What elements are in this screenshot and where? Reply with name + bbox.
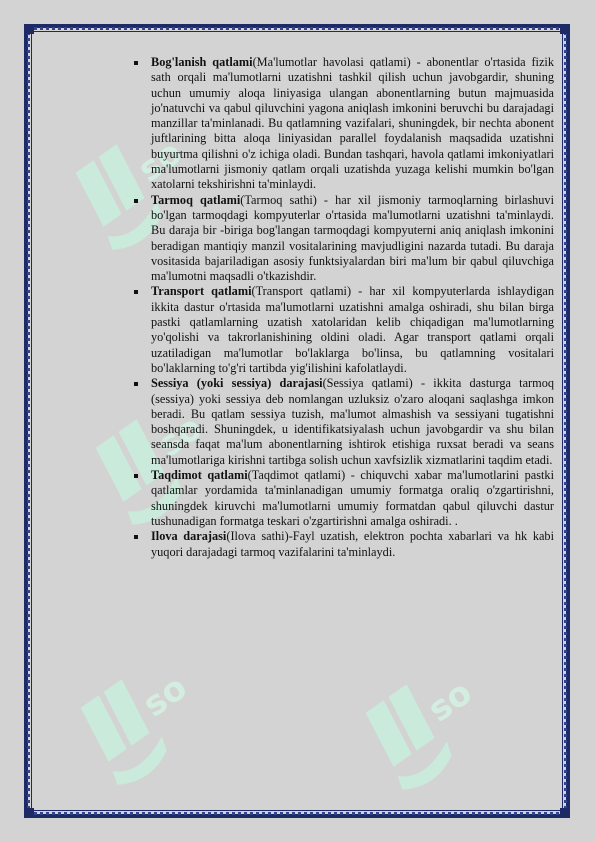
list-item [116,55,554,193]
list-item [116,376,554,468]
list-item-text: (Tarmoq sathi) - har xil jismoniy tarmoqlarning birlashuvi bo'lgan tarmoqdagi kompyuterlar o'rtasida ma'lumotlarni uzatishni ta'minlaydi. Bu daraja bir -biriga bog'langan tarmoqdagi kompyuterni aniq aniqlash imkonini beradigan mantiqiy manzil vositalarining mavjudligini nazarda tutadi. Bu daraja vositasida bajariladigan asosiy funktsiyalardan biri ma'lum bir qabul qiluvchiga ma'lumotni maqsadli o'tkazishdir. [151,192,554,284]
list-item-term: Transport qatlami [151,284,252,299]
svg-text:so: so [130,132,190,191]
border-corner-bottom-left [24,808,34,818]
watermark-logo-icon [360,660,500,810]
list-item-term: Tarmoq qatlami [151,192,241,207]
list-item [116,529,554,560]
list-item-term: Taqdimot qatlami [151,468,248,483]
document-body [116,55,554,560]
border-corner-top-left [24,24,34,34]
list-item [116,284,554,376]
list-item-text: (Transport qatlami) - har xil kompyuterlarda ishlaydigan ikkita dastur o'rtasida ma'lumotlarni uzatishni amalga oshiradi, shu bilan birga pastki qatlamlarning uzatish xatolaridan kelib chiqadigan ma'lumotlarning yo'qolishi va takrorlanishining oldini oladi. Agar transport qatlami orqali uzatiladigan ma'lumotlar bo'laklarga bo'linsa, bu qatlamning vositalari bo'laklarning to'g'ri tartibda yig'ilishini kafolatlaydi. [151,284,554,375]
list-item-text: (Ilova sathi)-Fayl uzatish, elektron pochta xabarlari va hk kabi yuqori darajadagi tarmoq vazifalarini ta'minlaydi. [151,529,554,559]
list-item [116,468,554,529]
list-item-term: Ilova darajasi [151,529,227,544]
list-item-text: (Sessiya qatlami) - ikkita dasturga tarmoq (sessiya) yoki sessiya deb nomlangan uzluksiz o'zaro aloqani saqlashga imkon beradi. Bu qatlam sessiya tuzish, ma'lumot almashish va sessiyani tugatishni boshqaradi. Shuningdek, u identifikatsiyalash uchun javobgardir va shu bilan seansda faqat ma'lum abonentlarning ishtirok etishiga ruxsat beradi va seans ma'lumotlariga kirishni tartibga solish uchun xavfsizlik xizmatlarini taqdim etadi. [151,376,554,467]
list-item-text: (Taqdimot qatlami) - chiquvchi xabar ma'lumotlarini pastki qatlamlar yordamida ta'minlanadigan umumiy formatga oraliq o'zgartirishni, shuningdek kiruvchi ma'lumotlarni umumiy formatdan qabul qiluvchi dastur tushunadigan formatga teskari o'zgartirishni amalga oshiradi. . [151,468,554,528]
osi-layers-list [116,55,554,560]
svg-text:so: so [150,407,210,466]
border-corner-top-right [560,24,570,34]
list-item-text: (Ma'lumotlar havolasi qatlami) - abonentlar o'rtasida fizik sath orqali ma'lumotlarni uzatishni tashkil qilish uchun javobgardir, shuning uchun umumiy aloqa liniyasiga ulangan abonentlarning butun majmuasida jo'natuvchi va qabul qiluvchini yagona aniqlash imkonini beruvchi bu darajadagi manzillar ta'minlanadi. Bu qatlamning vazifalari, shuningdek, bir nechta abonent juftlarining bitta aloqa liniyasidan parallel foydalanish maqsadida uzatishni buyurtma qilishni o'z ichiga oladi. Bundan tashqari, havola qatlami imkoniyatlari ma'lumotlarni jismoniy qatlam orqali uzatishda yuzaga kelishi mumkin bo'lgan xatolarni tekshirishni ta'minlaydi. [151,55,554,192]
watermark-logo-icon [75,655,215,805]
list-item-term: Sessiya (yoki sessiya) darajasi [151,376,323,391]
svg-text:so: so [135,667,195,726]
list-item-term: Bog'lanish qatlami [151,55,253,69]
svg-text:so: so [420,672,480,731]
list-item [116,193,554,285]
border-corner-bottom-right [560,808,570,818]
